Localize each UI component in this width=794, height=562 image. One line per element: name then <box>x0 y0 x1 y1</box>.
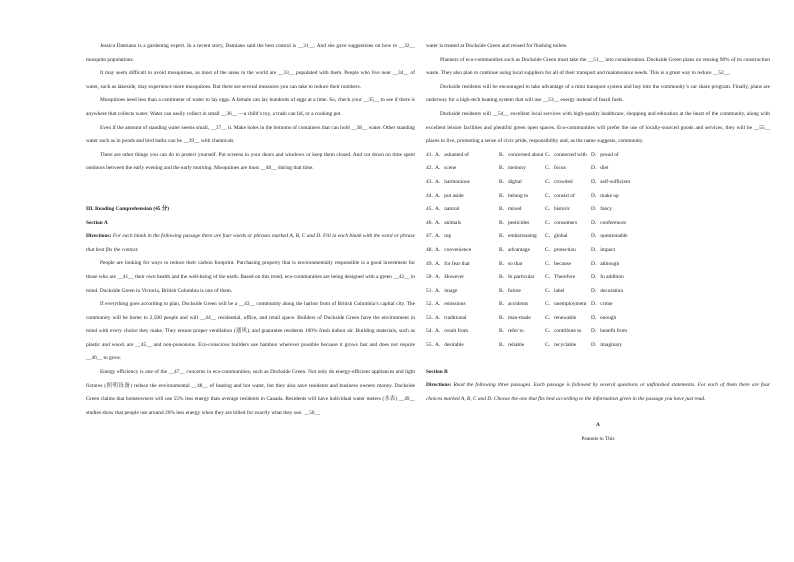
option-row <box>426 298 770 312</box>
option-a: A．ashamed of <box>435 151 469 158</box>
option-a: A．natural <box>435 206 460 213</box>
option-c: C．Therefore <box>545 274 576 281</box>
option-n: 52． <box>426 301 437 308</box>
passage-title: Peanuts to This <box>581 436 615 443</box>
option-n: 44． <box>426 192 437 199</box>
passage-paragraph: Dockside residents will be encouraged to take advantage of a mini transport system and buy into the community’s car share program. Finally, plans are underway for a high-tech heating system that will use __53__ energy instead of fossil fuels. <box>426 83 770 104</box>
option-c: C．historic <box>545 206 571 213</box>
option-b: B．concerned about <box>499 151 544 158</box>
option-row <box>426 190 770 204</box>
option-c: C．connected with <box>545 151 587 158</box>
option-n: 54． <box>426 328 437 335</box>
option-n: 47． <box>426 233 437 240</box>
option-a: A．emissions <box>435 301 466 308</box>
option-row <box>426 339 770 353</box>
option-n: 42． <box>426 165 437 172</box>
directions-label: Directions: <box>426 382 452 389</box>
option-c: C．consumers <box>545 219 578 226</box>
option-n: 45． <box>426 206 437 213</box>
option-c: C．focus <box>545 165 566 172</box>
option-b: B．man-made <box>499 314 531 321</box>
option-c: C．recyclable <box>545 342 577 349</box>
option-d: D．questionable <box>591 233 628 240</box>
passage-paragraph: water is treated at Dockside Green and reused for flushing toilets. <box>426 43 568 49</box>
option-d: D．crime <box>591 301 613 308</box>
directions-text: For each blank in the following passage there are four words or phrases marked A, B, C and D. Fill in each blank with the word or phrase that best fits the context. <box>86 233 415 253</box>
option-d: D．impact <box>591 246 615 253</box>
option-b: B．so that <box>499 260 523 267</box>
section-a-heading: Section A <box>86 219 108 226</box>
directions-label: Directions: <box>86 233 112 240</box>
section-title: III. Reading Comprehension (45 分) <box>86 205 170 212</box>
option-d: D．imaginary <box>591 342 623 349</box>
option-b: B．embarrassing <box>499 233 537 240</box>
option-n: 43． <box>426 178 437 185</box>
option-b: B．belong to <box>499 192 529 199</box>
option-b: B．advantage <box>499 246 530 253</box>
option-c: C．global <box>545 233 568 240</box>
option-c: C．unemployment <box>545 301 587 308</box>
option-d: D．self-sufficient <box>591 178 631 185</box>
option-n: 55． <box>426 342 437 349</box>
passage-paragraph: Mosquitoes need less than a centimeter of water to lay eggs. A female can lay hundreds of eggs at a time. So, check your __35__ to see if there is anywhere that collects water. Water can easily collect in small __36__ —a child’s toy, a trash can lid, or a cooking pot. <box>86 97 415 117</box>
option-row <box>426 285 770 299</box>
option-d: D．decoration <box>591 287 624 294</box>
passage-paragraph: Dockside residents will __54__ excellent local services with high-quality healthcare, shopping and education at the heart of the community, along with excellent leisure facilities and plentiful green open spaces. Eco-communities will prefer the use of locally-sourced goods and services, they will be __55__ places to live, promoting a sense of civic pride, responsibility and, as the name suggests, community. <box>426 110 770 145</box>
option-c: C．consist of <box>545 192 575 199</box>
option-row <box>426 217 770 231</box>
option-n: 46． <box>426 219 437 226</box>
option-n: 49． <box>426 260 437 267</box>
option-n: 48． <box>426 246 437 253</box>
option-a: A．for fear that <box>435 260 470 267</box>
option-d: D．proud of <box>591 151 619 158</box>
option-c: C．protection <box>545 246 576 253</box>
option-b: B．future <box>499 287 521 294</box>
option-b: B．reliable <box>499 342 525 349</box>
option-row <box>426 312 770 326</box>
option-b: B．digital <box>499 178 522 185</box>
option-d: D．enough <box>591 314 617 321</box>
option-c: C．renewable <box>545 314 577 321</box>
option-a: A．animals <box>435 219 462 226</box>
option-a: A．scene <box>435 165 457 172</box>
option-row <box>426 230 770 244</box>
passage-paragraph: Jessica Damiano is a gardening expert. In a recent story, Damiano said the best control is __31__. And she gave suggestions on how to __32__ mosquito populations. <box>86 43 415 63</box>
left-column <box>86 40 415 420</box>
option-c: C．label <box>545 287 565 294</box>
option-c: C．because <box>545 260 572 267</box>
option-b: B．mixed <box>499 206 522 213</box>
option-d: D．fancy <box>591 206 613 213</box>
option-b: B．refer to <box>499 328 524 335</box>
option-row <box>426 162 770 176</box>
option-b: B．In particular <box>499 274 535 281</box>
passage-letter: A <box>596 422 600 429</box>
option-n: 50． <box>426 274 437 281</box>
option-b: B．pesticides <box>499 219 530 226</box>
option-a: A．top <box>435 233 452 240</box>
option-a: A．traditional <box>435 314 467 321</box>
option-d: D．although <box>591 260 620 267</box>
option-b: B．memory <box>499 165 526 172</box>
passage-paragraph: Planners of eco-communities such as Dockside Green must take the __51__ into consideration. Dockside Green plans on reusing 90% of its construction waste. They also plan to continue using local suppliers for all of their transport and maintenance needs. This is a great way to reduce __52__. <box>426 56 770 77</box>
right-column <box>426 40 770 447</box>
passage-paragraph: It may seem difficult to avoid mosquitoes, as most of the areas in the world are __33__ populated with them. People who live near __34__ of water, such as lakeside, may experience more mosquitoes. But there are several measures you can take to reduce their numbers. <box>86 70 415 90</box>
passage-paragraph: If everything goes according to plan, Dockside Green will be a __43__ community along the harbor front of British Columbia’s capital city. The community will be home to 2,500 people and will __44__ residential, office, and retail space. Builders of Dockside Green have the environment in mind with every choice they make. They ensure proper ventilation (通风), and guarantee residents 100% fresh indoor air. Building materials, such as plastic and wood, are __45__ and non-poisonous. Eco-conscious builders use bamboo wherever possible because it grows fast and does not require __46__ to grow. <box>86 301 415 362</box>
option-d: D．make up <box>591 192 619 199</box>
section-b-heading: Section B <box>426 368 448 375</box>
directions <box>426 379 770 406</box>
option-c: C．crowded <box>545 178 573 185</box>
directions <box>86 230 415 257</box>
option-d: D．benefit from <box>591 328 628 335</box>
options-list <box>426 149 770 353</box>
option-row <box>426 271 770 285</box>
option-row <box>426 149 770 163</box>
passage-paragraph: People are looking for ways to reduce their carbon footprint. Purchasing property that is environmentally responsible is a good investment for those who are __41__ their own health and the well-being of the earth. Based on this trend, eco-communities are being designed with a green __42__ in mind. Dockside Green in Victoria, British Columbia is one of them. <box>86 260 415 294</box>
passage-paragraph: Energy efficiency is one of the __47__ concerns in eco-communities, such as Dockside Green. Not only do energy-efficient appliances and light fixtures (照明设备) reduce the environmental __48__ of heating and hot water, but they also save residents and business owners money. Dockside Green claims that homeowners will use 55% less energy than average residents in Canada. Residents will have individual water meters (水表) __49__ studies show that people use around 20% less energy when they are billed for exactly what they use. __50__ <box>86 369 415 416</box>
option-row <box>426 203 770 217</box>
passage-paragraph: There are other things you can do to protect yourself. Put screens in your doors and windows or keep them closed. And cut down on time spent outdoors between the early evening and the early morning. Mosquitoes are most __40__ during that time. <box>86 151 415 172</box>
option-a: A．result from <box>435 328 469 335</box>
option-row <box>426 244 770 258</box>
option-d: D．In addition <box>591 274 624 281</box>
option-a: A．image <box>435 287 458 294</box>
option-row <box>426 258 770 272</box>
option-n: 41． <box>426 151 437 158</box>
option-n: 53． <box>426 314 437 321</box>
option-n: 51． <box>426 287 437 294</box>
directions-text: Read the following three passages. Each passage is followed by several questions or unfinished statements. For each of them there are four choices marked A, B, C and D. Choose the one that fits best according to the information given in the passage you have just read. <box>426 382 770 402</box>
option-a: A．However <box>435 274 465 281</box>
option-a: A．harmonious <box>435 178 470 185</box>
option-a: A．put aside <box>435 192 464 199</box>
option-a: A．convenience <box>435 246 472 253</box>
option-d: D．conferences <box>591 219 627 226</box>
passage-paragraph: Even if the amount of standing water seems small, __37__ it. Make holes in the bottoms of containers that can hold __38__ water. Other standing water such as in ponds and bird baths can be __39__ with chemicals. <box>86 124 415 145</box>
option-a: A．desirable <box>435 342 464 349</box>
option-c: C．contribute to <box>545 328 582 335</box>
option-b: B．accidents <box>499 301 529 308</box>
option-row <box>426 325 770 339</box>
option-d: D．diet <box>591 165 609 172</box>
option-row <box>426 176 770 190</box>
